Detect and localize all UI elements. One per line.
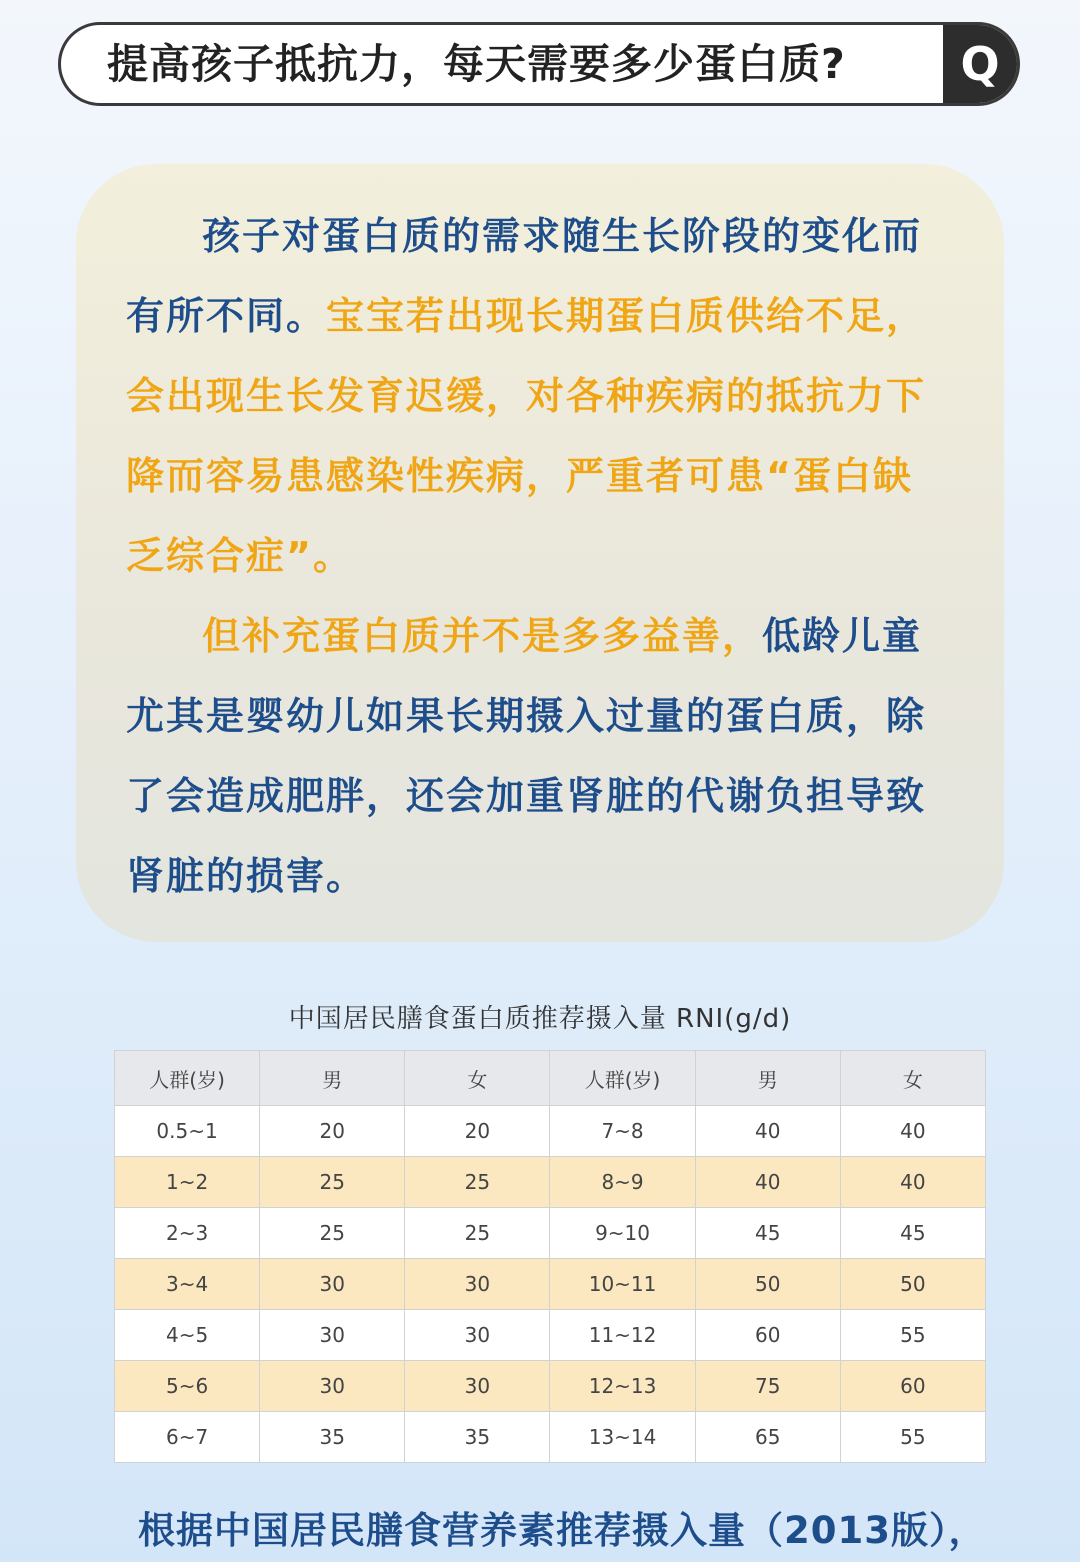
table-cell: 25 (405, 1208, 550, 1259)
table-cell: 5~6 (115, 1361, 260, 1412)
table-row (115, 1208, 986, 1259)
table-cell: 1~2 (115, 1157, 260, 1208)
table-cell: 30 (405, 1259, 550, 1310)
intro-card (76, 164, 1004, 942)
table-cell: 20 (260, 1106, 405, 1157)
table-cell: 40 (695, 1157, 840, 1208)
table-row (115, 1106, 986, 1157)
table-cell: 12~13 (550, 1361, 695, 1412)
table-cell: 50 (840, 1259, 985, 1310)
table-cell: 65 (695, 1412, 840, 1463)
protein-rni-table (114, 1050, 986, 1463)
table-cell: 8~9 (550, 1157, 695, 1208)
table-cell: 7~8 (550, 1106, 695, 1157)
table-row (115, 1412, 986, 1463)
table-cell: 60 (840, 1361, 985, 1412)
table-cell: 50 (695, 1259, 840, 1310)
intro-p1-normal: 孩子对蛋白质的需求随生长阶段的变化而有所不同。 (126, 214, 923, 338)
table-cell: 3~4 (115, 1259, 260, 1310)
header-cell: 人群(岁) (550, 1051, 695, 1106)
table-cell: 60 (695, 1310, 840, 1361)
table-cell: 11~12 (550, 1310, 695, 1361)
intro-paragraph-2 (126, 596, 948, 916)
table-row (115, 1361, 986, 1412)
table-cell: 4~5 (115, 1310, 260, 1361)
table-cell: 40 (840, 1157, 985, 1208)
intro-text (126, 196, 948, 916)
question-title: 提高孩子抵抗力，每天需要多少蛋白质? (107, 40, 846, 88)
table-cell: 45 (695, 1208, 840, 1259)
table-row (115, 1259, 986, 1310)
header-cell: 男 (260, 1051, 405, 1106)
table-cell: 75 (695, 1361, 840, 1412)
table-cell: 20 (405, 1106, 550, 1157)
intro-p2-normal: 低龄儿童尤其是婴幼儿如果长期摄入过量的蛋白质，除了会造成肥胖，还会加重肾脏的代谢负担导致肾脏的损害。 (126, 614, 927, 898)
intro-paragraph-1 (126, 196, 948, 596)
table-cell: 30 (405, 1361, 550, 1412)
table-cell: 30 (260, 1361, 405, 1412)
table-cell: 40 (695, 1106, 840, 1157)
table-cell: 25 (260, 1208, 405, 1259)
table-title: 中国居民膳食蛋白质推荐摄入量 RNI(g/d) (288, 1004, 792, 1034)
table-cell: 30 (260, 1310, 405, 1361)
table-cell: 10~11 (550, 1259, 695, 1310)
q-icon: Q (943, 25, 1017, 103)
intro-p1-highlight: 宝宝若出现长期蛋白质供给不足，会出现生长发育迟缓，对各种疾病的抵抗力下降而容易患感染性疾病，严重者可患“蛋白缺乏综合症”。 (126, 294, 927, 578)
table-cell: 55 (840, 1310, 985, 1361)
table-cell: 30 (405, 1310, 550, 1361)
table-cell: 40 (840, 1106, 985, 1157)
table-cell: 6~7 (115, 1412, 260, 1463)
table-cell: 30 (260, 1259, 405, 1310)
header-cell: 女 (840, 1051, 985, 1106)
footer-text: 根据中国居民膳食营养素推荐摄入量（2013版）， (138, 1509, 987, 1552)
table-cell: 13~14 (550, 1412, 695, 1463)
table-header-row (115, 1051, 986, 1106)
table-cell: 45 (840, 1208, 985, 1259)
header-cell: 人群(岁) (115, 1051, 260, 1106)
table-cell: 2~3 (115, 1208, 260, 1259)
table-cell: 35 (260, 1412, 405, 1463)
table-cell: 25 (260, 1157, 405, 1208)
header-cell: 男 (695, 1051, 840, 1106)
table-cell: 35 (405, 1412, 550, 1463)
table-row (115, 1157, 986, 1208)
table-cell: 9~10 (550, 1208, 695, 1259)
table-cell: 0.5~1 (115, 1106, 260, 1157)
table-cell: 55 (840, 1412, 985, 1463)
table-cell: 25 (405, 1157, 550, 1208)
header-cell: 女 (405, 1051, 550, 1106)
intro-p2-highlight: 但补充蛋白质并不是多多益善， (202, 614, 763, 658)
question-bar (58, 22, 1020, 106)
table-row (115, 1310, 986, 1361)
